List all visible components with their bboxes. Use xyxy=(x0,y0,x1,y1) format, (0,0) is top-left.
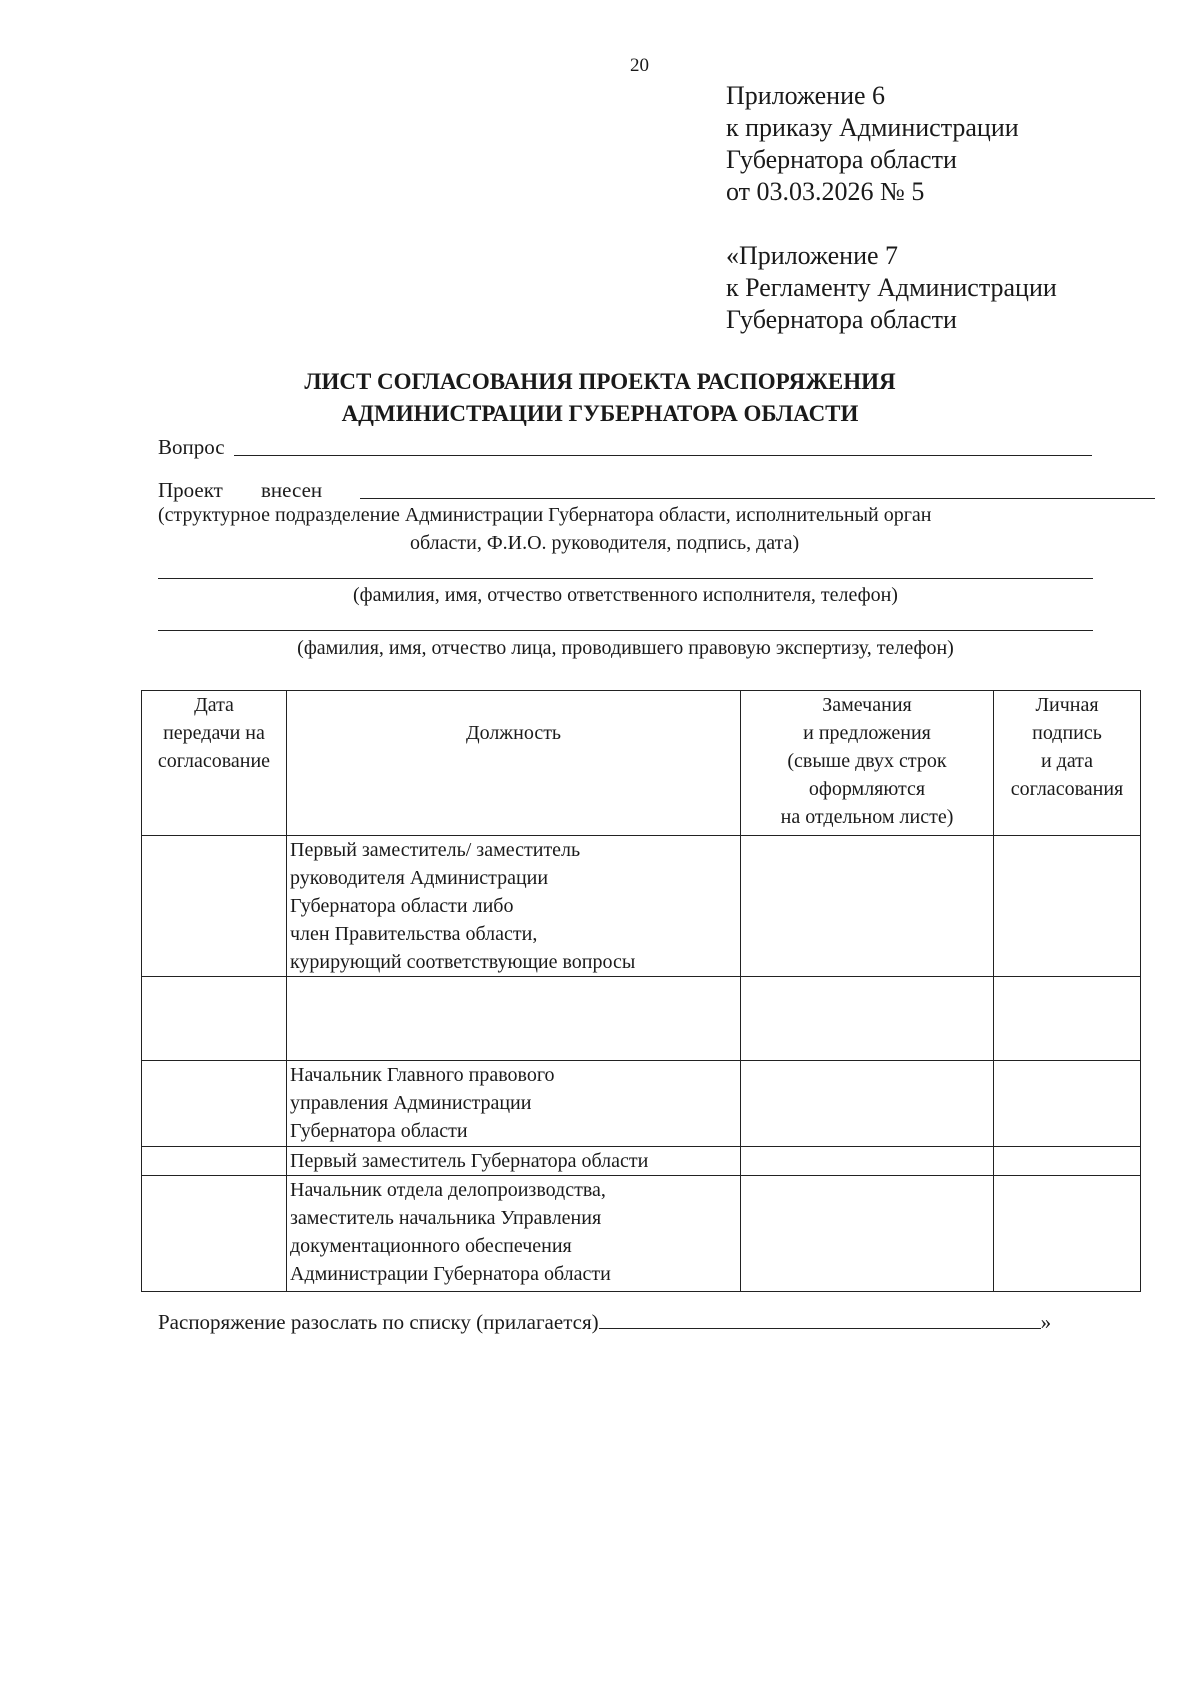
page-number: 20 xyxy=(630,55,649,76)
approval-table xyxy=(141,690,1141,1292)
header-signature-line: Личная xyxy=(1035,694,1099,716)
date-cell[interactable] xyxy=(142,836,287,977)
appendix-regulation-block xyxy=(726,240,1057,336)
appendix-order-line: Приложение 6 xyxy=(726,81,886,110)
position-line: Губернатора области либо xyxy=(290,895,514,917)
distribution-label: Распоряжение разослать по списку (прилагается) xyxy=(158,1310,599,1334)
appendix-regulation-line: «Приложение 7 xyxy=(726,241,899,270)
title-line: ЛИСТ СОГЛАСОВАНИЯ ПРОЕКТА РАСПОРЯЖЕНИЯ xyxy=(304,369,896,394)
submitted-line[interactable] xyxy=(360,498,1155,499)
closing-quote: » xyxy=(1040,1310,1052,1334)
header-date-line: передачи на xyxy=(163,722,265,744)
caption-subdivision-2: области, Ф.И.О. руководителя, подпись, дата) xyxy=(410,532,800,554)
appendix-regulation-line: Губернатора области xyxy=(726,305,957,334)
table-row xyxy=(142,1061,1141,1147)
header-remarks-line: и предложения xyxy=(803,722,931,744)
remarks-cell[interactable] xyxy=(741,836,994,977)
distribution-line xyxy=(158,1310,1051,1335)
position-line: Первый заместитель/ заместитель xyxy=(290,839,581,861)
question-line[interactable] xyxy=(234,455,1092,456)
position-cell xyxy=(287,1061,741,1147)
signature-cell[interactable] xyxy=(994,1147,1141,1176)
header-position xyxy=(287,691,741,836)
executor-line[interactable] xyxy=(158,578,1093,579)
position-line: Администрации Губернатора области xyxy=(290,1263,611,1285)
position-line: Начальник Главного правового xyxy=(290,1064,555,1086)
date-cell[interactable] xyxy=(142,977,287,1061)
legal-expert-line[interactable] xyxy=(158,630,1093,631)
position-line: руководителя Администрации xyxy=(290,867,549,889)
remarks-cell[interactable] xyxy=(741,1061,994,1147)
header-date-line: согласование xyxy=(157,750,271,772)
table-header-row xyxy=(142,691,1141,836)
header-signature xyxy=(994,691,1141,836)
position-line: документационного обеспечения xyxy=(290,1235,572,1257)
position-line: заместитель начальника Управления xyxy=(290,1207,602,1229)
document-title xyxy=(0,366,1200,430)
position-cell xyxy=(287,1176,741,1292)
remarks-cell[interactable] xyxy=(741,977,994,1061)
header-remarks xyxy=(741,691,994,836)
appendix-order-line: Губернатора области xyxy=(726,145,957,174)
remarks-cell[interactable] xyxy=(741,1176,994,1292)
table-row xyxy=(142,836,1141,977)
header-remarks-line: на отдельном листе) xyxy=(780,806,954,828)
signature-cell[interactable] xyxy=(994,836,1141,977)
header-position-label: Должность xyxy=(465,722,562,744)
appendix-regulation-line: к Регламенту Администрации xyxy=(726,273,1057,302)
distribution-fill-line[interactable] xyxy=(599,1310,1041,1329)
table-row xyxy=(142,1147,1141,1176)
header-signature-line: подпись xyxy=(1032,722,1102,744)
date-cell[interactable] xyxy=(142,1176,287,1292)
appendix-order-block xyxy=(726,80,1019,208)
position-line: управления Администрации xyxy=(290,1092,532,1114)
signature-cell[interactable] xyxy=(994,977,1141,1061)
remarks-cell[interactable] xyxy=(741,1147,994,1176)
position-cell xyxy=(287,1147,741,1176)
table-row xyxy=(142,977,1141,1061)
caption-legal-expert: (фамилия, имя, отчество лица, проводившего правовую экспертизу, телефон) xyxy=(297,637,954,659)
position-line: Губернатора области xyxy=(290,1120,468,1142)
header-remarks-line: оформляются xyxy=(808,778,926,800)
signature-cell[interactable] xyxy=(994,1061,1141,1147)
signature-cell[interactable] xyxy=(994,1176,1141,1292)
appendix-order-line: от 03.03.2026 № 5 xyxy=(726,177,925,206)
header-remarks-line: Замечания xyxy=(822,694,912,716)
position-line: Первый заместитель Губернатора области xyxy=(290,1150,649,1172)
header-date-line: Дата xyxy=(194,694,234,716)
position-cell[interactable] xyxy=(287,977,741,1061)
header-signature-line: и дата xyxy=(1040,750,1094,772)
submitted-label: внесен xyxy=(261,478,323,502)
caption-subdivision-1: (структурное подразделение Администрации Губернатора области, исполнительный орган xyxy=(158,504,932,526)
caption-executor: (фамилия, имя, отчество ответственного исполнителя, телефон) xyxy=(353,584,898,606)
date-cell[interactable] xyxy=(142,1147,287,1176)
project-label: Проект xyxy=(158,478,223,502)
question-label: Вопрос xyxy=(158,435,225,459)
date-cell[interactable] xyxy=(142,1061,287,1147)
position-cell xyxy=(287,836,741,977)
table-row xyxy=(142,1176,1141,1292)
header-signature-line: согласования xyxy=(1010,778,1124,800)
title-line: АДМИНИСТРАЦИИ ГУБЕРНАТОРА ОБЛАСТИ xyxy=(341,401,859,426)
header-remarks-line: (свыше двух строк xyxy=(787,750,947,772)
header-date xyxy=(142,691,287,836)
appendix-order-line: к приказу Администрации xyxy=(726,113,1019,142)
position-line: член Правительства области, xyxy=(290,923,538,945)
position-line: курирующий соответствующие вопросы xyxy=(290,951,636,973)
position-line: Начальник отдела делопроизводства, xyxy=(290,1179,606,1201)
